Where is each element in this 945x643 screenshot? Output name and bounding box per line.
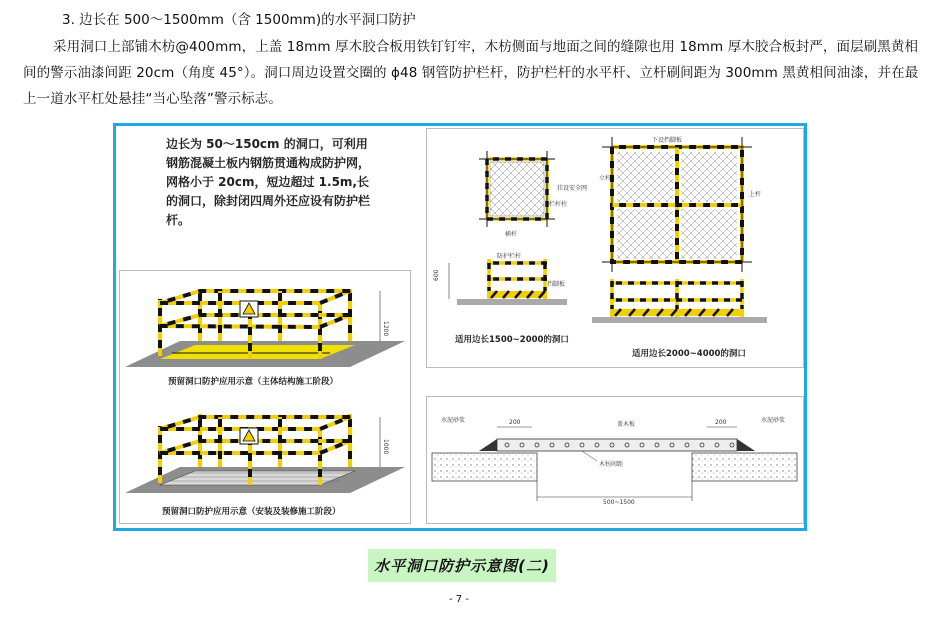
label-timber: 木枋间距 xyxy=(599,461,624,468)
page-number: - 7 - xyxy=(449,594,469,605)
caption-bottom: 预留洞口防护应用示意（安装及装修施工阶段） xyxy=(162,507,341,517)
caption-small: 适用边长1500~2000的洞口 xyxy=(455,335,569,345)
label-rail: 横杆 xyxy=(505,231,518,238)
label-post: 栏杆柱 xyxy=(549,201,568,208)
figure-title-banner: 水平洞口防护示意图(二) xyxy=(368,549,556,582)
railing-detail-panel xyxy=(426,128,804,368)
label-toe: 挡脚板 xyxy=(547,281,566,288)
dim-1200-label: 1200 xyxy=(382,321,389,337)
label-mortar-left: 水泥砂浆 xyxy=(441,417,466,424)
label-top: 上杆 xyxy=(749,191,762,198)
label-toeboard-top: 下设挡脚板 xyxy=(652,137,683,144)
label-mortar-right: 水泥砂浆 xyxy=(761,417,786,424)
body-paragraph: 采用洞口上部铺木枋@400mm，上盖 18mm 厚木胶合板用铁钉钉牢，木枋侧面与地面之间的缝隙也用 18mm 厚木胶合板封严，面层刷黑黄相间的警示油漆间距 20cm（角度 45°）。洞口周边设置交圈的 ϕ48 钢管防护栏杆，防护栏杆的水平杆、立杆刷间距为 300mm 黑黄相间油漆，并在最上一道水平杠处悬挂“当心坠落”警示标志。 xyxy=(23,39,919,107)
railing-illustration-panel xyxy=(119,270,411,524)
dim-1000-label: 1000 xyxy=(382,439,389,455)
label-column: 立杆 xyxy=(599,175,612,182)
railing-illustrations xyxy=(120,271,410,523)
note-panel xyxy=(116,126,411,272)
dim-span: 500~1500 xyxy=(603,499,635,506)
note-text: 边长为 50～150cm 的洞口，可利用钢筋混凝土板内钢筋贯通构成防护网，网格小于 20cm，短边超过 1.5m,长的洞口，除封闭四周外还应设有防护栏杆。 xyxy=(166,137,371,227)
label-plywood: 盖木板 xyxy=(617,421,636,428)
figure-frame xyxy=(113,123,807,531)
caption-top: 预留洞口防护应用示意（主体结构施工阶段） xyxy=(168,377,339,387)
section-heading: 3. 边长在 500～1500mm（含 1500mm)的水平洞口防护 xyxy=(62,12,416,28)
section-panel xyxy=(426,396,804,524)
dim-200-left: 200 xyxy=(509,419,521,426)
label-net: 挂设安全网 xyxy=(557,185,588,192)
dim-600-label: 600 xyxy=(433,269,440,281)
caption-large: 适用边长2000~4000的洞口 xyxy=(632,349,746,359)
label-guard: 防护栏杆 xyxy=(497,253,522,260)
dim-200-right: 200 xyxy=(715,419,727,426)
railing-detail-drawing xyxy=(427,129,803,367)
